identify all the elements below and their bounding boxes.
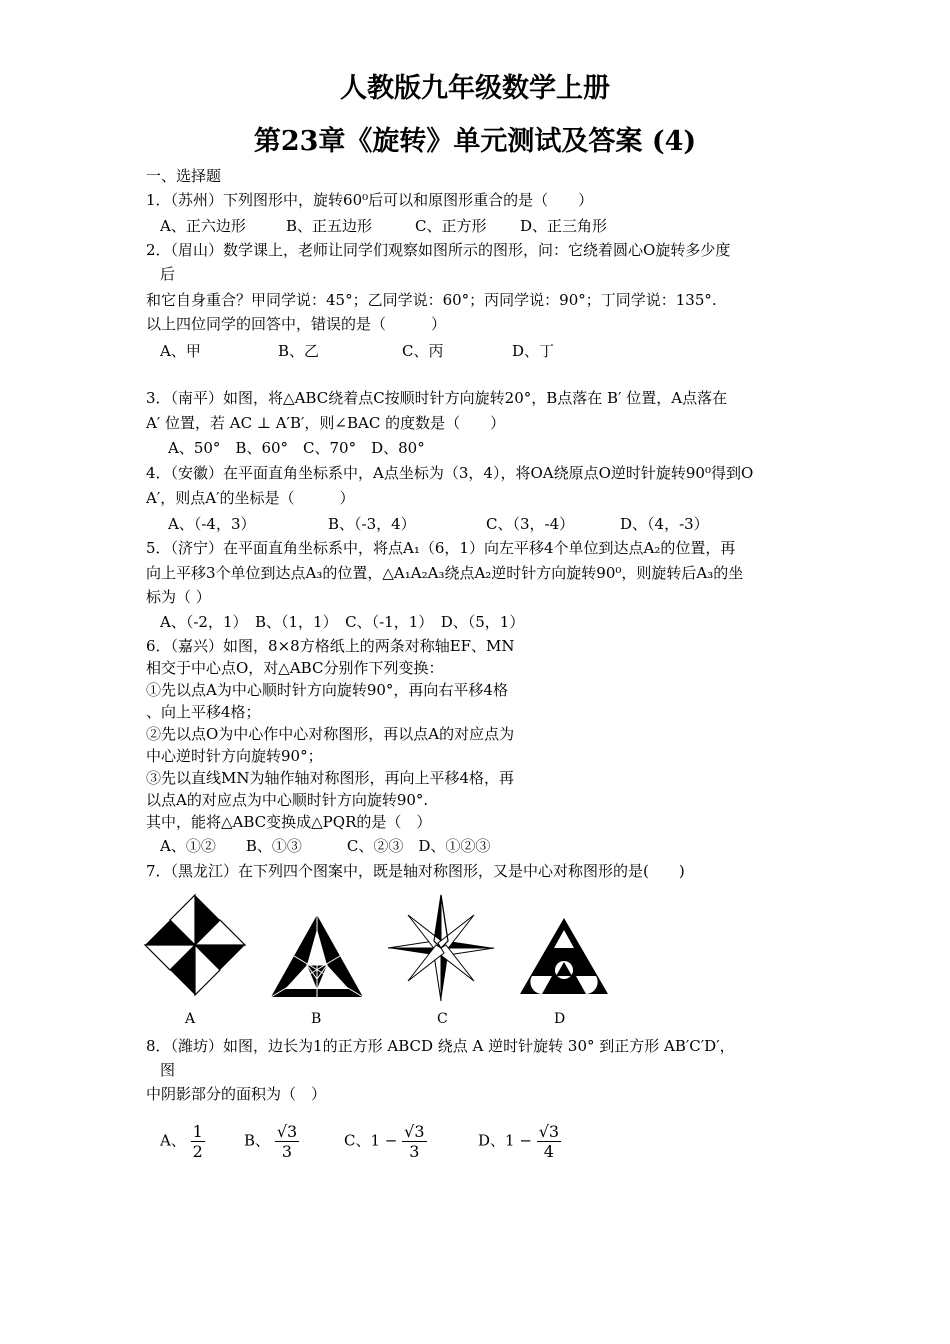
q1-option-a: A、正六边形 [160,217,246,235]
q3-options: A、50° B、60° C、70° D、80° [168,439,425,457]
q8-line2: 图 [160,1061,176,1079]
q4-option-c: C、（3，-4） [486,515,575,533]
q2-line4: 以上四位同学的回答中，错误的是（ ） [146,315,447,333]
q8-option-b-label: B、 [244,1131,271,1150]
q4-option-d: D、（4，-3） [620,515,709,533]
fraction-numerator: 1 [192,1122,203,1141]
q1-option-c: C、正方形 [415,217,487,235]
fraction-denominator: 3 [281,1142,293,1161]
document-subtitle: 第23章《旋转》单元测试及答案 (4) [253,126,697,157]
q8-option-d [478,1122,561,1161]
q4-option-a: A、（-4，3） [168,515,256,533]
q2-option-c: C、丙 [402,342,444,360]
fraction-numerator: √3 [404,1122,425,1141]
q8-option-d-fraction [537,1122,561,1161]
triangle-pattern-figure [269,913,365,999]
q5-line3: 标为（ ） [146,588,211,606]
q8-option-c [344,1122,427,1161]
triangle-trefoil-figure [518,916,610,996]
q5-line1: 5．（济宁）在平面直角坐标系中，将点A₁（6，1）向左平移4个单位到达点A₂的位置，再 [146,539,736,557]
q6-line6: 中心逆时针方向旋转90°； [146,747,323,765]
figure-label-a: A [185,1011,196,1027]
q8-option-a-fraction [191,1122,205,1161]
q6-line2: 相交于中心点O，对△ABC分别作下列变换： [146,659,444,677]
q8-option-c-label: C、1 − [344,1131,398,1150]
fraction-numerator: √3 [276,1122,298,1141]
fraction-denominator: 3 [409,1142,420,1161]
q2-line3: 和它自身重合？甲同学说：45°；乙同学说：60°；丙同学说：90°；丁同学说：135°. [146,291,717,309]
document-title: 人教版九年级数学上册 [340,73,610,104]
fraction-numerator: √3 [538,1122,560,1141]
q6-line3: ①先以点A为中心顺时针方向旋转90°，再向右平移4格 [146,681,508,699]
q6-line7: ③先以直线MN为轴作轴对称图形，再向上平移4格，再 [146,769,515,787]
q8-option-a [160,1122,205,1161]
q6-line1: 6．（嘉兴）如图，8×8方格纸上的两条对称轴EF、MN [146,637,515,655]
q1-option-d: D、正三角形 [520,217,608,235]
q2-option-d: D、丁 [512,342,555,360]
q8-line1: 8．（潍坊）如图，边长为1的正方形 ABCD 绕点 A 逆时针旋转 30° 到正方形 AB′C′D′， [146,1037,735,1055]
q5-line2: 向上平移3个单位到达点A₃的位置，△A₁A₂A₃绕点A₂逆时针方向旋转90⁰，则旋转后A₃的坐 [146,564,744,582]
fraction-denominator: 2 [192,1142,203,1161]
q4-line1: 4．（安徽）在平面直角坐标系中，A点坐标为（3，4），将OA绕原点O逆时针旋转90⁰得到O [146,464,754,482]
section-heading: 一、选择题 [146,167,222,185]
q1-option-b: B、正五边形 [286,217,373,235]
q5-options: A、（-2，1） B、（1，1） C、（-1，1） D、（5，1） [160,613,525,631]
q6-line9: 其中，能将△ABC变换成△PQR的是（ ） [146,813,432,831]
q4-option-b: B、（-3，4） [328,515,416,533]
pinwheel-figure [143,893,247,997]
q8-option-b-fraction [275,1122,299,1161]
q8-option-a-label: A、 [160,1131,186,1150]
figure-label-b: B [311,1011,322,1027]
q2-line2: 后 [160,265,176,283]
q8-option-b [244,1122,299,1161]
q3-line1: 3．（南平）如图，将△ABC绕着点C按顺时针方向旋转20°，B点落在 B′ 位置，A点落在 [146,389,728,407]
q8-option-d-label: D、1 − [478,1131,532,1150]
q7-stem: 7．（黑龙江）在下列四个图案中，既是轴对称图形，又是中心对称图形的是( ) [146,862,685,880]
q4-line2: A′，则点A′的坐标是（ ） [146,489,355,507]
q6-options: A、①② B、①③ C、②③ D、①②③ [160,837,491,855]
compass-star-figure [386,893,496,1003]
fraction-denominator: 4 [543,1142,554,1161]
q6-line4: 、向上平移4格； [146,703,261,721]
q3-line2: A′ 位置，若 AC ⊥ A′B′，则∠BAC 的度数是（ ） [146,414,506,432]
q6-line8: 以点A的对应点为中心顺时针方向旋转90°. [146,791,429,809]
q8-line3: 中阴影部分的面积为（ ） [146,1085,327,1103]
q8-option-c-fraction [402,1122,426,1161]
q6-line5: ②先以点O为中心作中心对称图形，再以点A的对应点为 [146,725,515,743]
q2-line1: 2．（眉山）数学课上，老师让同学们观察如图所示的图形，问：它绕着圆心O旋转多少度 [146,241,731,259]
q2-option-b: B、乙 [278,342,320,360]
figure-label-c: C [437,1011,448,1027]
q1-stem: 1．（苏州）下列图形中，旋转60⁰后可以和原图形重合的是（ ） [146,191,594,209]
figure-label-d: D [554,1011,566,1027]
q2-option-a: A、甲 [160,342,201,360]
